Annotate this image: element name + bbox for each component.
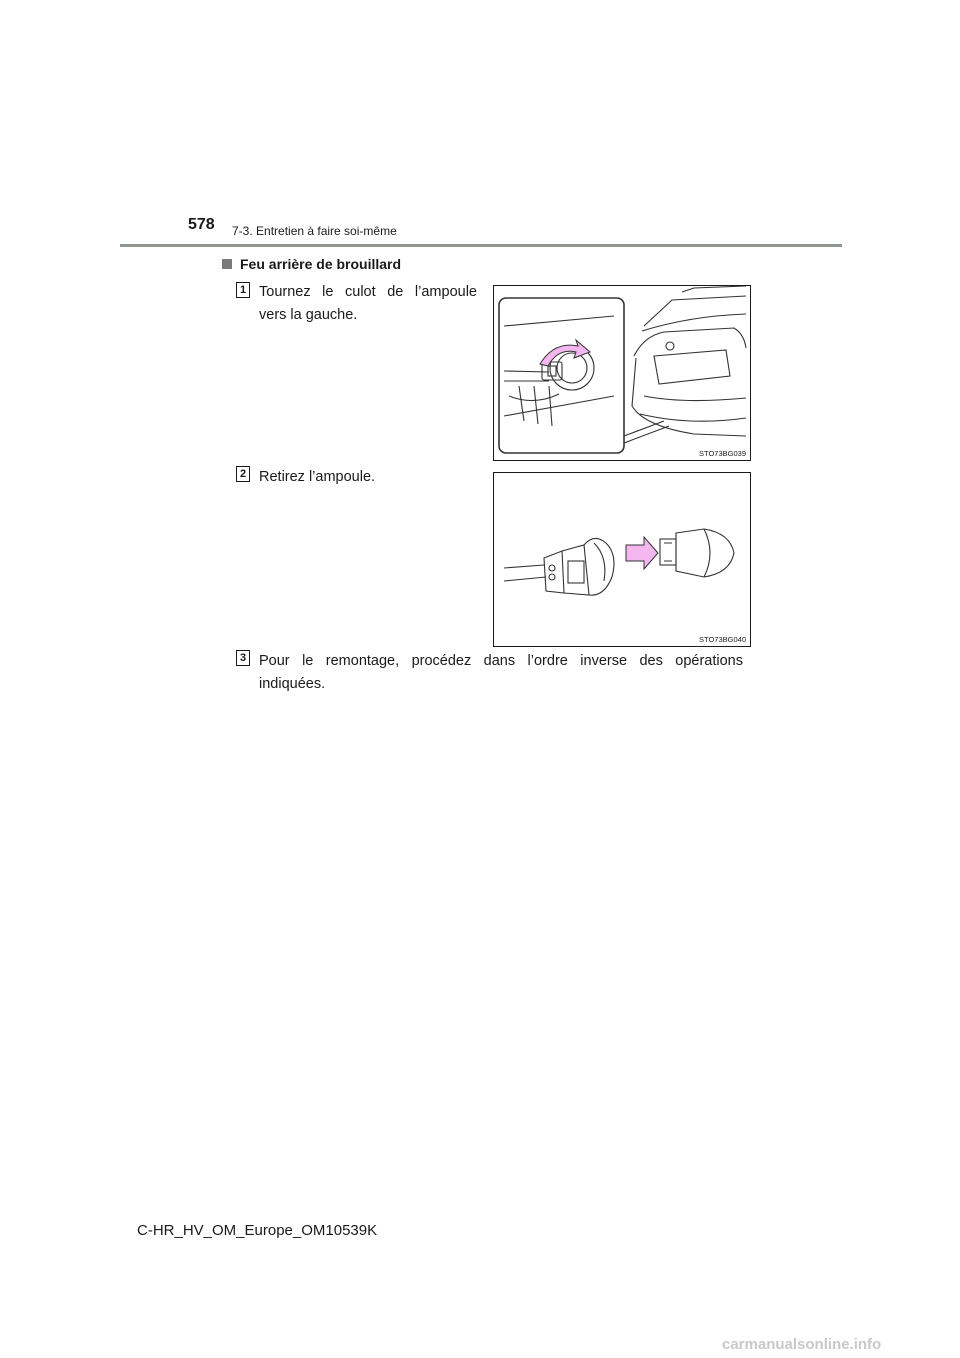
figure-code: STO73BG039: [699, 449, 746, 458]
figure-bulb-removal: [493, 472, 751, 647]
square-bullet-icon: [222, 259, 232, 269]
fog-lamp-socket-illustration: [494, 286, 750, 460]
header-divider: [120, 244, 842, 247]
step-3-line-1: Pour le remontage, procédez dans l’ordre inverse des opérations: [259, 653, 743, 669]
figure-code: STO73BG040: [699, 635, 746, 644]
step-number-2: 2: [236, 466, 250, 482]
step-3-line-2: indiquées.: [259, 676, 326, 692]
pull-right-arrow-icon: [626, 537, 658, 569]
step-1-line-1: Tournez le culot de l’ampoule: [259, 284, 477, 300]
step-number-3: 3: [236, 650, 250, 666]
section-heading: [222, 256, 401, 272]
step-2-text: Retirez l’ampoule.: [259, 469, 376, 485]
bulb-removal-illustration: [494, 473, 750, 646]
rotate-left-arrow-icon: [540, 340, 590, 366]
section-title: 7-3. Entretien à faire soi-même: [232, 224, 397, 238]
section-heading-text: Feu arrière de brouillard: [240, 256, 402, 272]
step-1-line-2: vers la gauche.: [259, 307, 358, 323]
footer-document-id: C-HR_HV_OM_Europe_OM10539K: [137, 1222, 378, 1239]
watermark: carmanualsonline.info: [722, 1336, 882, 1353]
figure-fog-lamp-socket-removal: [493, 285, 751, 461]
page-number: 578: [188, 216, 215, 233]
step-number-1: 1: [236, 282, 250, 298]
